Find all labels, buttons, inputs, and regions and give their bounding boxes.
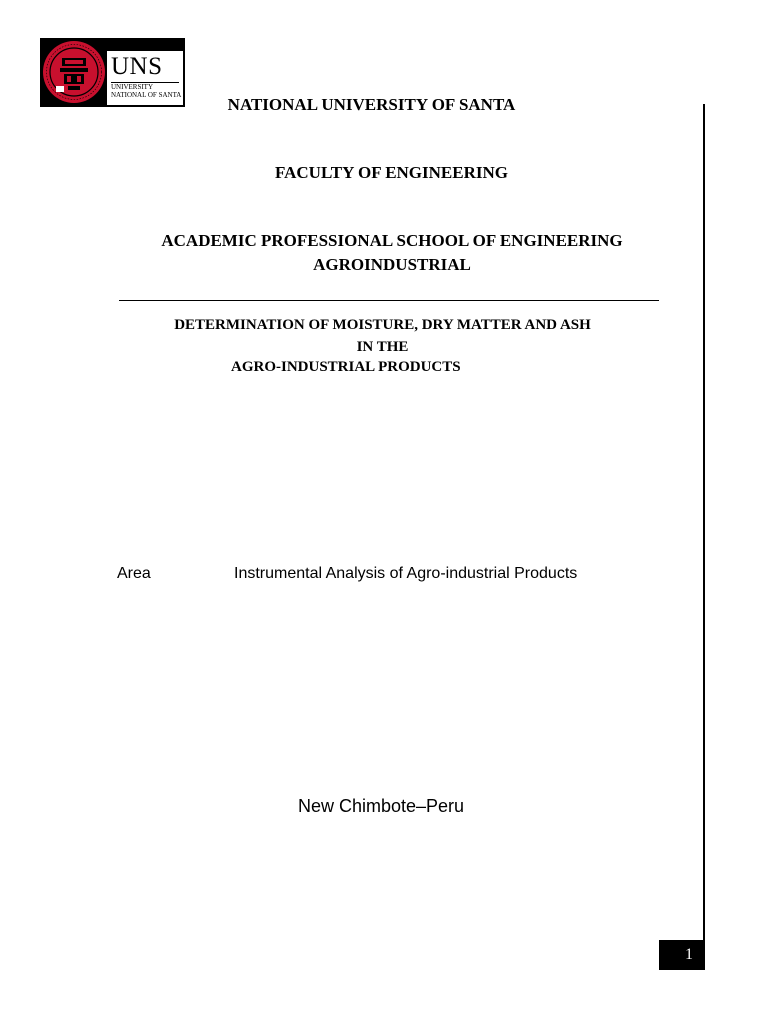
school-name-line2: AGROINDUSTRIAL <box>313 255 471 274</box>
document-title-line2: IN THE <box>356 339 409 355</box>
location: New Chimbote–Peru <box>297 796 465 816</box>
faculty-name: FACULTY OF ENGINEERING <box>275 163 508 182</box>
page-number: 1 <box>685 946 693 963</box>
university-seal-icon <box>42 40 106 104</box>
logo-subtitle-line2: NATIONAL OF SANTA <box>111 90 182 99</box>
right-margin-rule <box>703 104 705 970</box>
document-title-line3: AGRO-INDUSTRIAL PRODUCTS <box>231 359 461 375</box>
area-value: Instrumental Analysis of Agro-industrial Products <box>234 565 578 582</box>
area-label: Area <box>117 565 151 582</box>
page-number-box <box>659 940 705 970</box>
document-title <box>110 314 655 358</box>
document-title-line1: DETERMINATION OF MOISTURE, DRY MATTER AND ASH <box>174 317 591 333</box>
school-name <box>100 229 684 277</box>
logo-subtitle-line1: UNIVERSITY <box>111 83 153 91</box>
logo-abbreviation: UNS <box>111 53 163 80</box>
university-name: NATIONAL UNIVERSITY OF SANTA <box>227 95 516 114</box>
title-separator <box>119 300 659 301</box>
school-name-line1: ACADEMIC PROFESSIONAL SCHOOL OF ENGINEERING <box>161 231 623 250</box>
